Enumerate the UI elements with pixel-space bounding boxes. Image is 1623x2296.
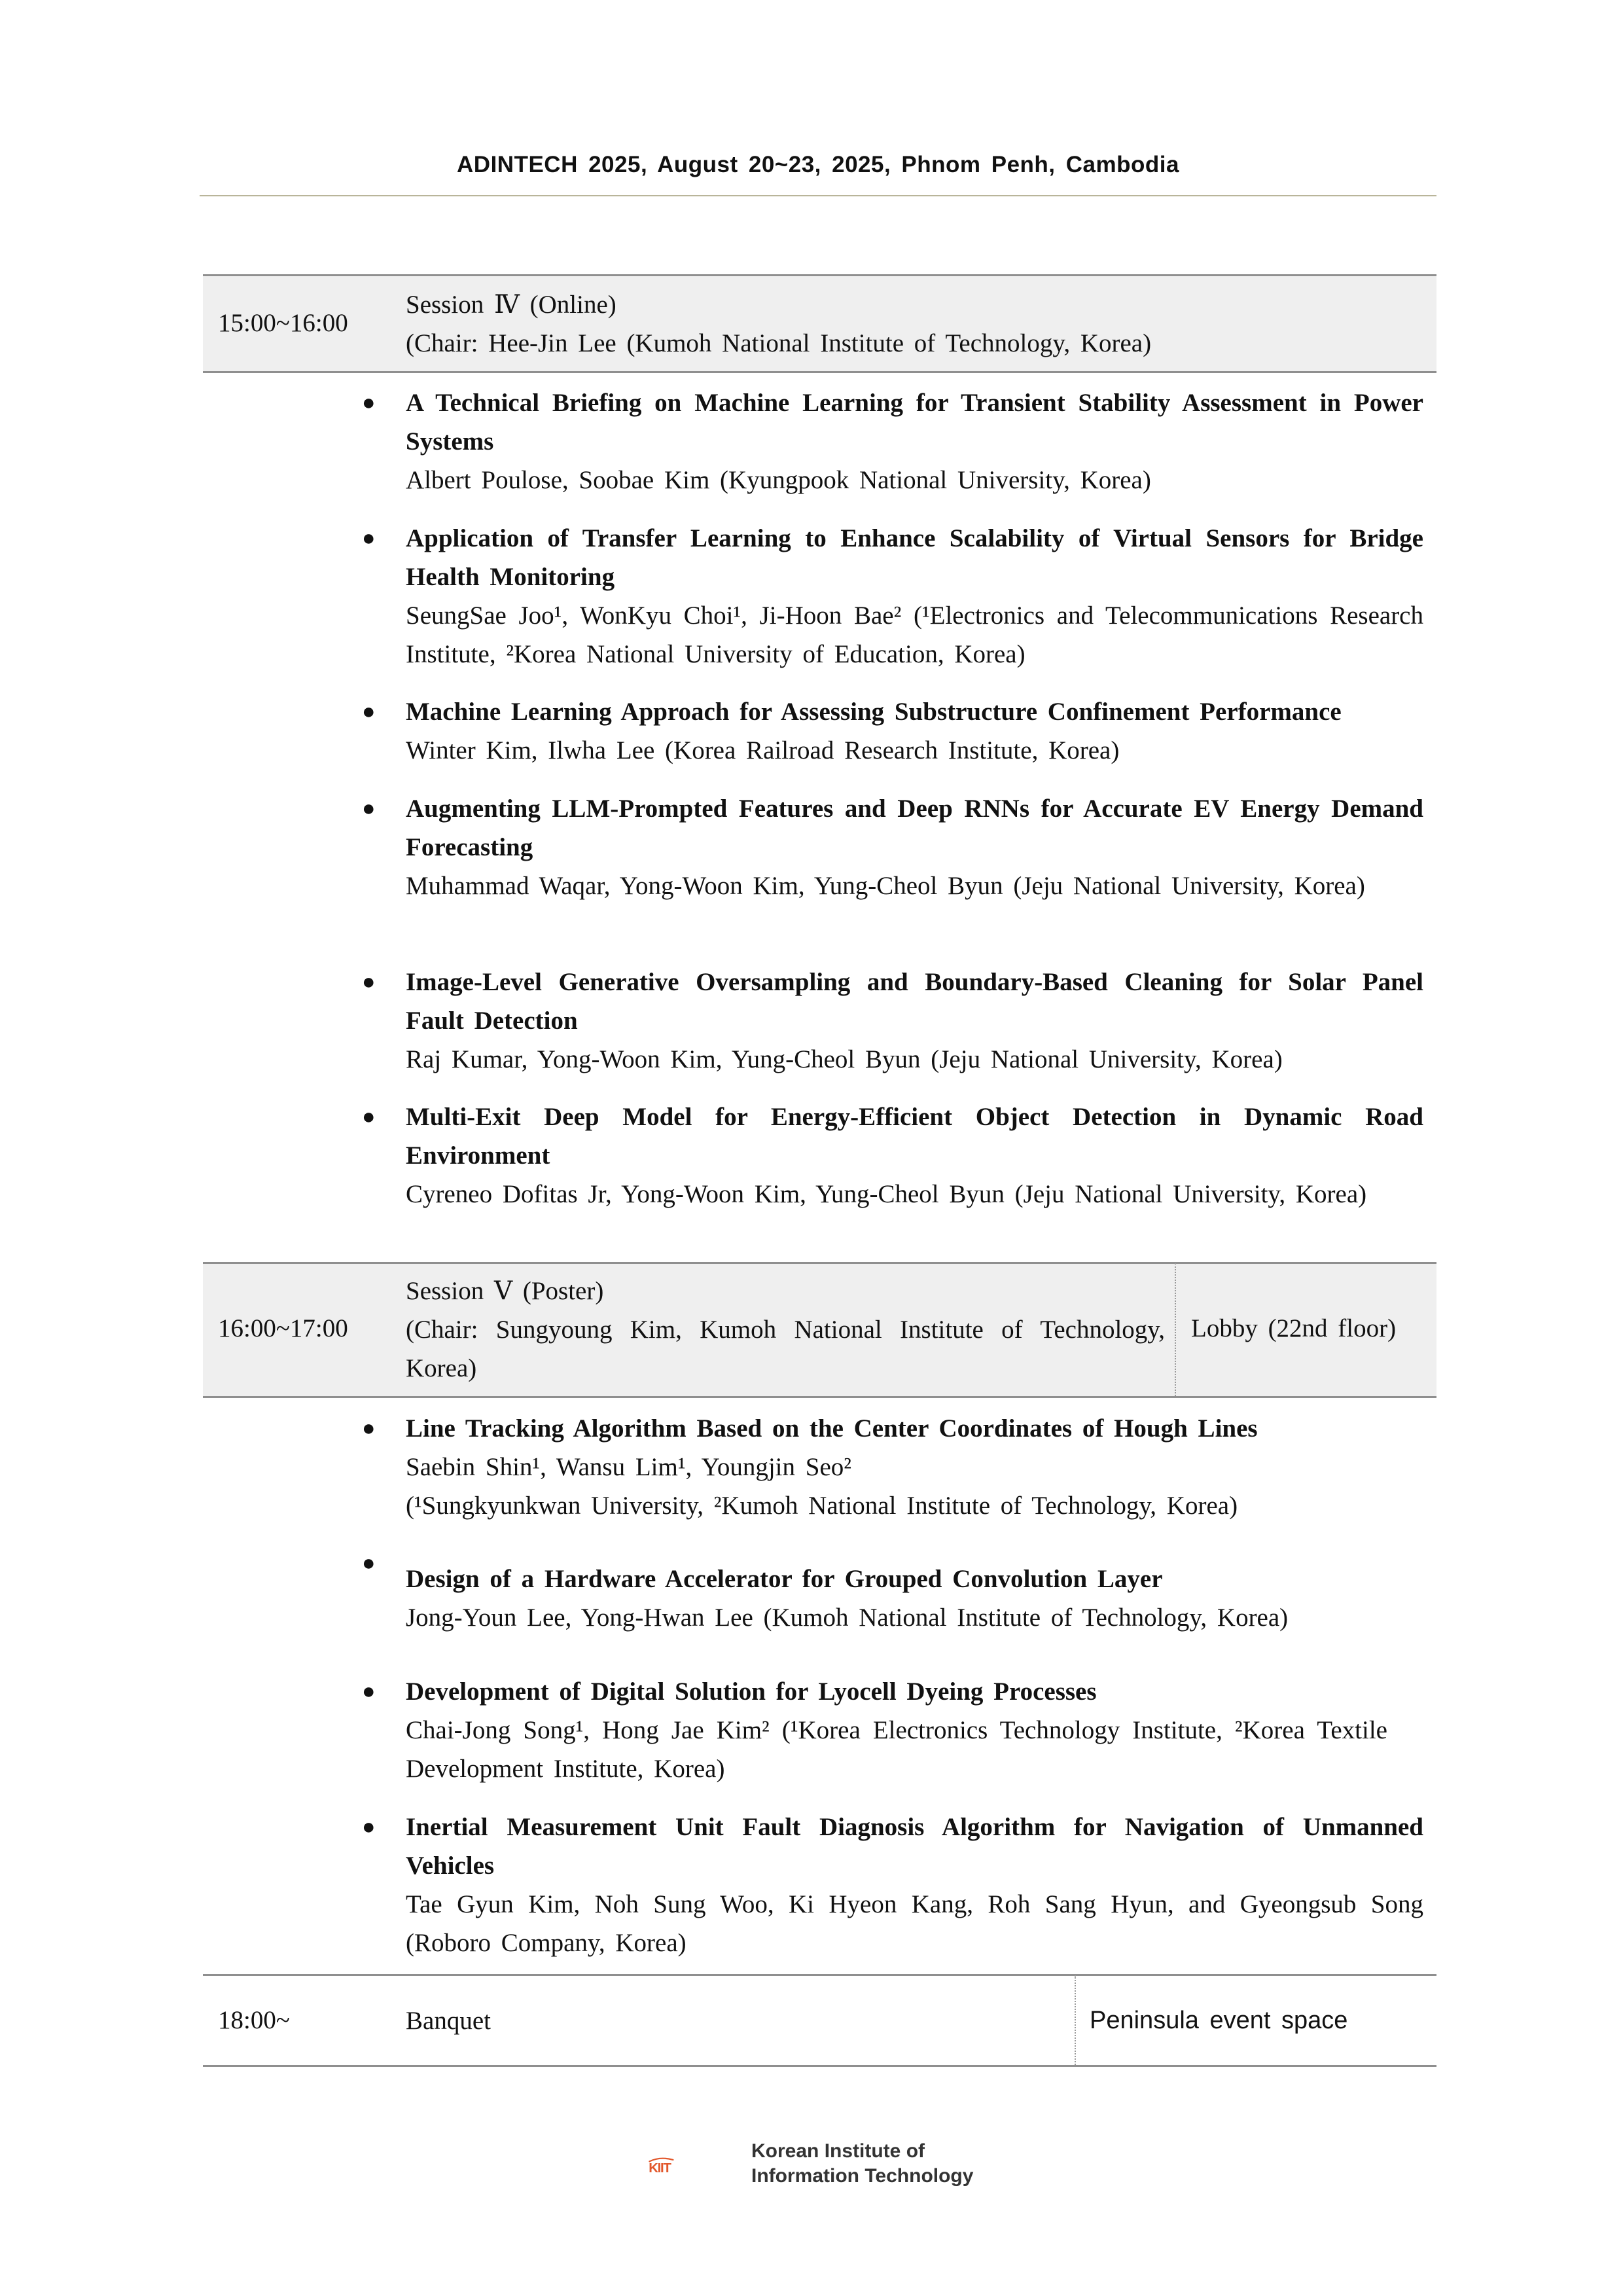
table-rule	[203, 1974, 1436, 1976]
paper-title: A Technical Briefing on Machine Learning for Transient Stability Assessment in Power Systems	[406, 389, 1423, 456]
list-item	[406, 384, 1423, 499]
paper-authors: Chai-Jong Song¹, Hong Jae Kim² (¹Korea Electronics Technology Institute, ²Korea Textile Development Institute, Korea)	[406, 1716, 1387, 1783]
logo-mark: KIIT	[649, 2161, 671, 2176]
list-item	[406, 519, 1423, 673]
paper-title: Inertial Measurement Unit Fault Diagnosis Algorithm for Navigation of Unmanned Vehicles	[406, 1813, 1423, 1880]
session5-location: Lobby (22nd floor)	[1191, 1314, 1397, 1342]
kiit-logo	[648, 2135, 753, 2194]
paper-authors: SeungSae Joo¹, WonKyu Choi¹, Ji-Hoon Bae² (¹Electronics and Telecommunications Research Institute, ²Korea National University of Education, Korea)	[406, 601, 1423, 668]
paper-authors: Jong-Youn Lee, Yong-Hwan Lee (Kumoh National Institute of Technology, Korea)	[406, 1604, 1289, 1632]
paper-authors: Raj Kumar, Yong-Woon Kim, Yung-Cheol Byun (Jeju National University, Korea)	[406, 1045, 1283, 1073]
session5-title: Session Ⅴ (Poster)	[406, 1277, 604, 1305]
paper-title: Machine Learning Approach for Assessing Substructure Confinement Performance	[406, 698, 1342, 726]
session5-info	[406, 1272, 1165, 1388]
table-rule	[203, 371, 1436, 373]
bullet-icon: ●	[362, 1105, 376, 1129]
banquet-time: 18:00~	[218, 2006, 290, 2034]
list-item	[406, 1409, 1423, 1525]
bullet-icon: ●	[362, 1815, 376, 1839]
table-rule	[203, 1396, 1436, 1398]
list-item	[406, 1672, 1423, 1788]
paper-affiliation: (¹Sungkyunkwan University, ²Kumoh National Institute of Technology, Korea)	[406, 1492, 1238, 1520]
header-divider	[200, 195, 1436, 196]
bullet-icon: ●	[362, 1679, 376, 1704]
banquet-location: Peninsula event space	[1090, 2007, 1348, 2034]
org-name-line1: Korean Institute of	[751, 2140, 925, 2162]
column-divider	[1175, 1263, 1176, 1396]
banquet-title: Banquet	[406, 2007, 491, 2035]
session4-chair: (Chair: Hee-Jin Lee (Kumoh National Institute of Technology, Korea)	[406, 329, 1152, 357]
org-name	[751, 2139, 973, 2189]
paper-title: Line Tracking Algorithm Based on the Center Coordinates of Hough Lines	[406, 1414, 1258, 1443]
list-item	[406, 1098, 1423, 1213]
bullet-icon: ●	[362, 700, 376, 724]
paper-title: Design of a Hardware Accelerator for Grouped Convolution Layer	[406, 1565, 1163, 1593]
table-rule	[203, 2065, 1436, 2067]
org-name-line2: Information Technology	[751, 2165, 974, 2187]
list-item	[406, 789, 1423, 905]
table-rule	[203, 274, 1436, 276]
paper-title: Multi-Exit Deep Model for Energy-Efficient Object Detection in Dynamic Road Environment	[406, 1103, 1423, 1170]
bullet-icon: ●	[362, 526, 376, 550]
paper-title: Image-Level Generative Oversampling and Boundary-Based Cleaning for Solar Panel Fault Detection	[406, 968, 1423, 1035]
logo-swoosh	[649, 2159, 673, 2162]
session5-time: 16:00~17:00	[218, 1314, 348, 1342]
paper-title: Development of Digital Solution for Lyocell Dyeing Processes	[406, 1677, 1097, 1706]
conference-header: ADINTECH 2025, August 20~23, 2025, Phnom Penh, Cambodia	[457, 152, 1179, 177]
paper-authors: Muhammad Waqar, Yong-Woon Kim, Yung-Cheol Byun (Jeju National University, Korea)	[406, 872, 1365, 900]
bullet-icon: ●	[362, 1416, 376, 1441]
table-rule	[203, 1262, 1436, 1264]
paper-authors: Saebin Shin¹, Wansu Lim¹, Youngjin Seo²	[406, 1453, 851, 1481]
bullet-icon: ●	[362, 1551, 376, 1575]
paper-authors: Winter Kim, Ilwha Lee (Korea Railroad Research Institute, Korea)	[406, 736, 1120, 764]
paper-authors: Cyreneo Dofitas Jr, Yong-Woon Kim, Yung-Cheol Byun (Jeju National University, Korea)	[406, 1180, 1367, 1208]
paper-title: Augmenting LLM-Prompted Features and Deep RNNs for Accurate EV Energy Demand Forecasting	[406, 795, 1423, 861]
session4-time: 15:00~16:00	[218, 309, 348, 337]
bullet-icon: ●	[362, 391, 376, 415]
bullet-icon: ●	[362, 797, 376, 821]
session5-chair: (Chair: Sungyoung Kim, Kumoh National Institute of Technology, Korea)	[406, 1316, 1165, 1382]
list-item	[406, 692, 1423, 770]
paper-authors: Albert Poulose, Soobae Kim (Kyungpook National University, Korea)	[406, 466, 1151, 494]
list-item	[406, 1560, 1423, 1637]
session4-info	[406, 285, 1427, 363]
bullet-icon: ●	[362, 970, 376, 994]
paper-authors: Tae Gyun Kim, Noh Sung Woo, Ki Hyeon Kang, Roh Sang Hyun, and Gyeongsub Song (Roboro Company, Korea)	[406, 1890, 1423, 1957]
list-item	[406, 1808, 1423, 1962]
session4-title: Session Ⅳ (Online)	[406, 291, 616, 319]
list-item	[406, 963, 1423, 1079]
paper-title: Application of Transfer Learning to Enhance Scalability of Virtual Sensors for Bridge Health Monitoring	[406, 524, 1423, 591]
